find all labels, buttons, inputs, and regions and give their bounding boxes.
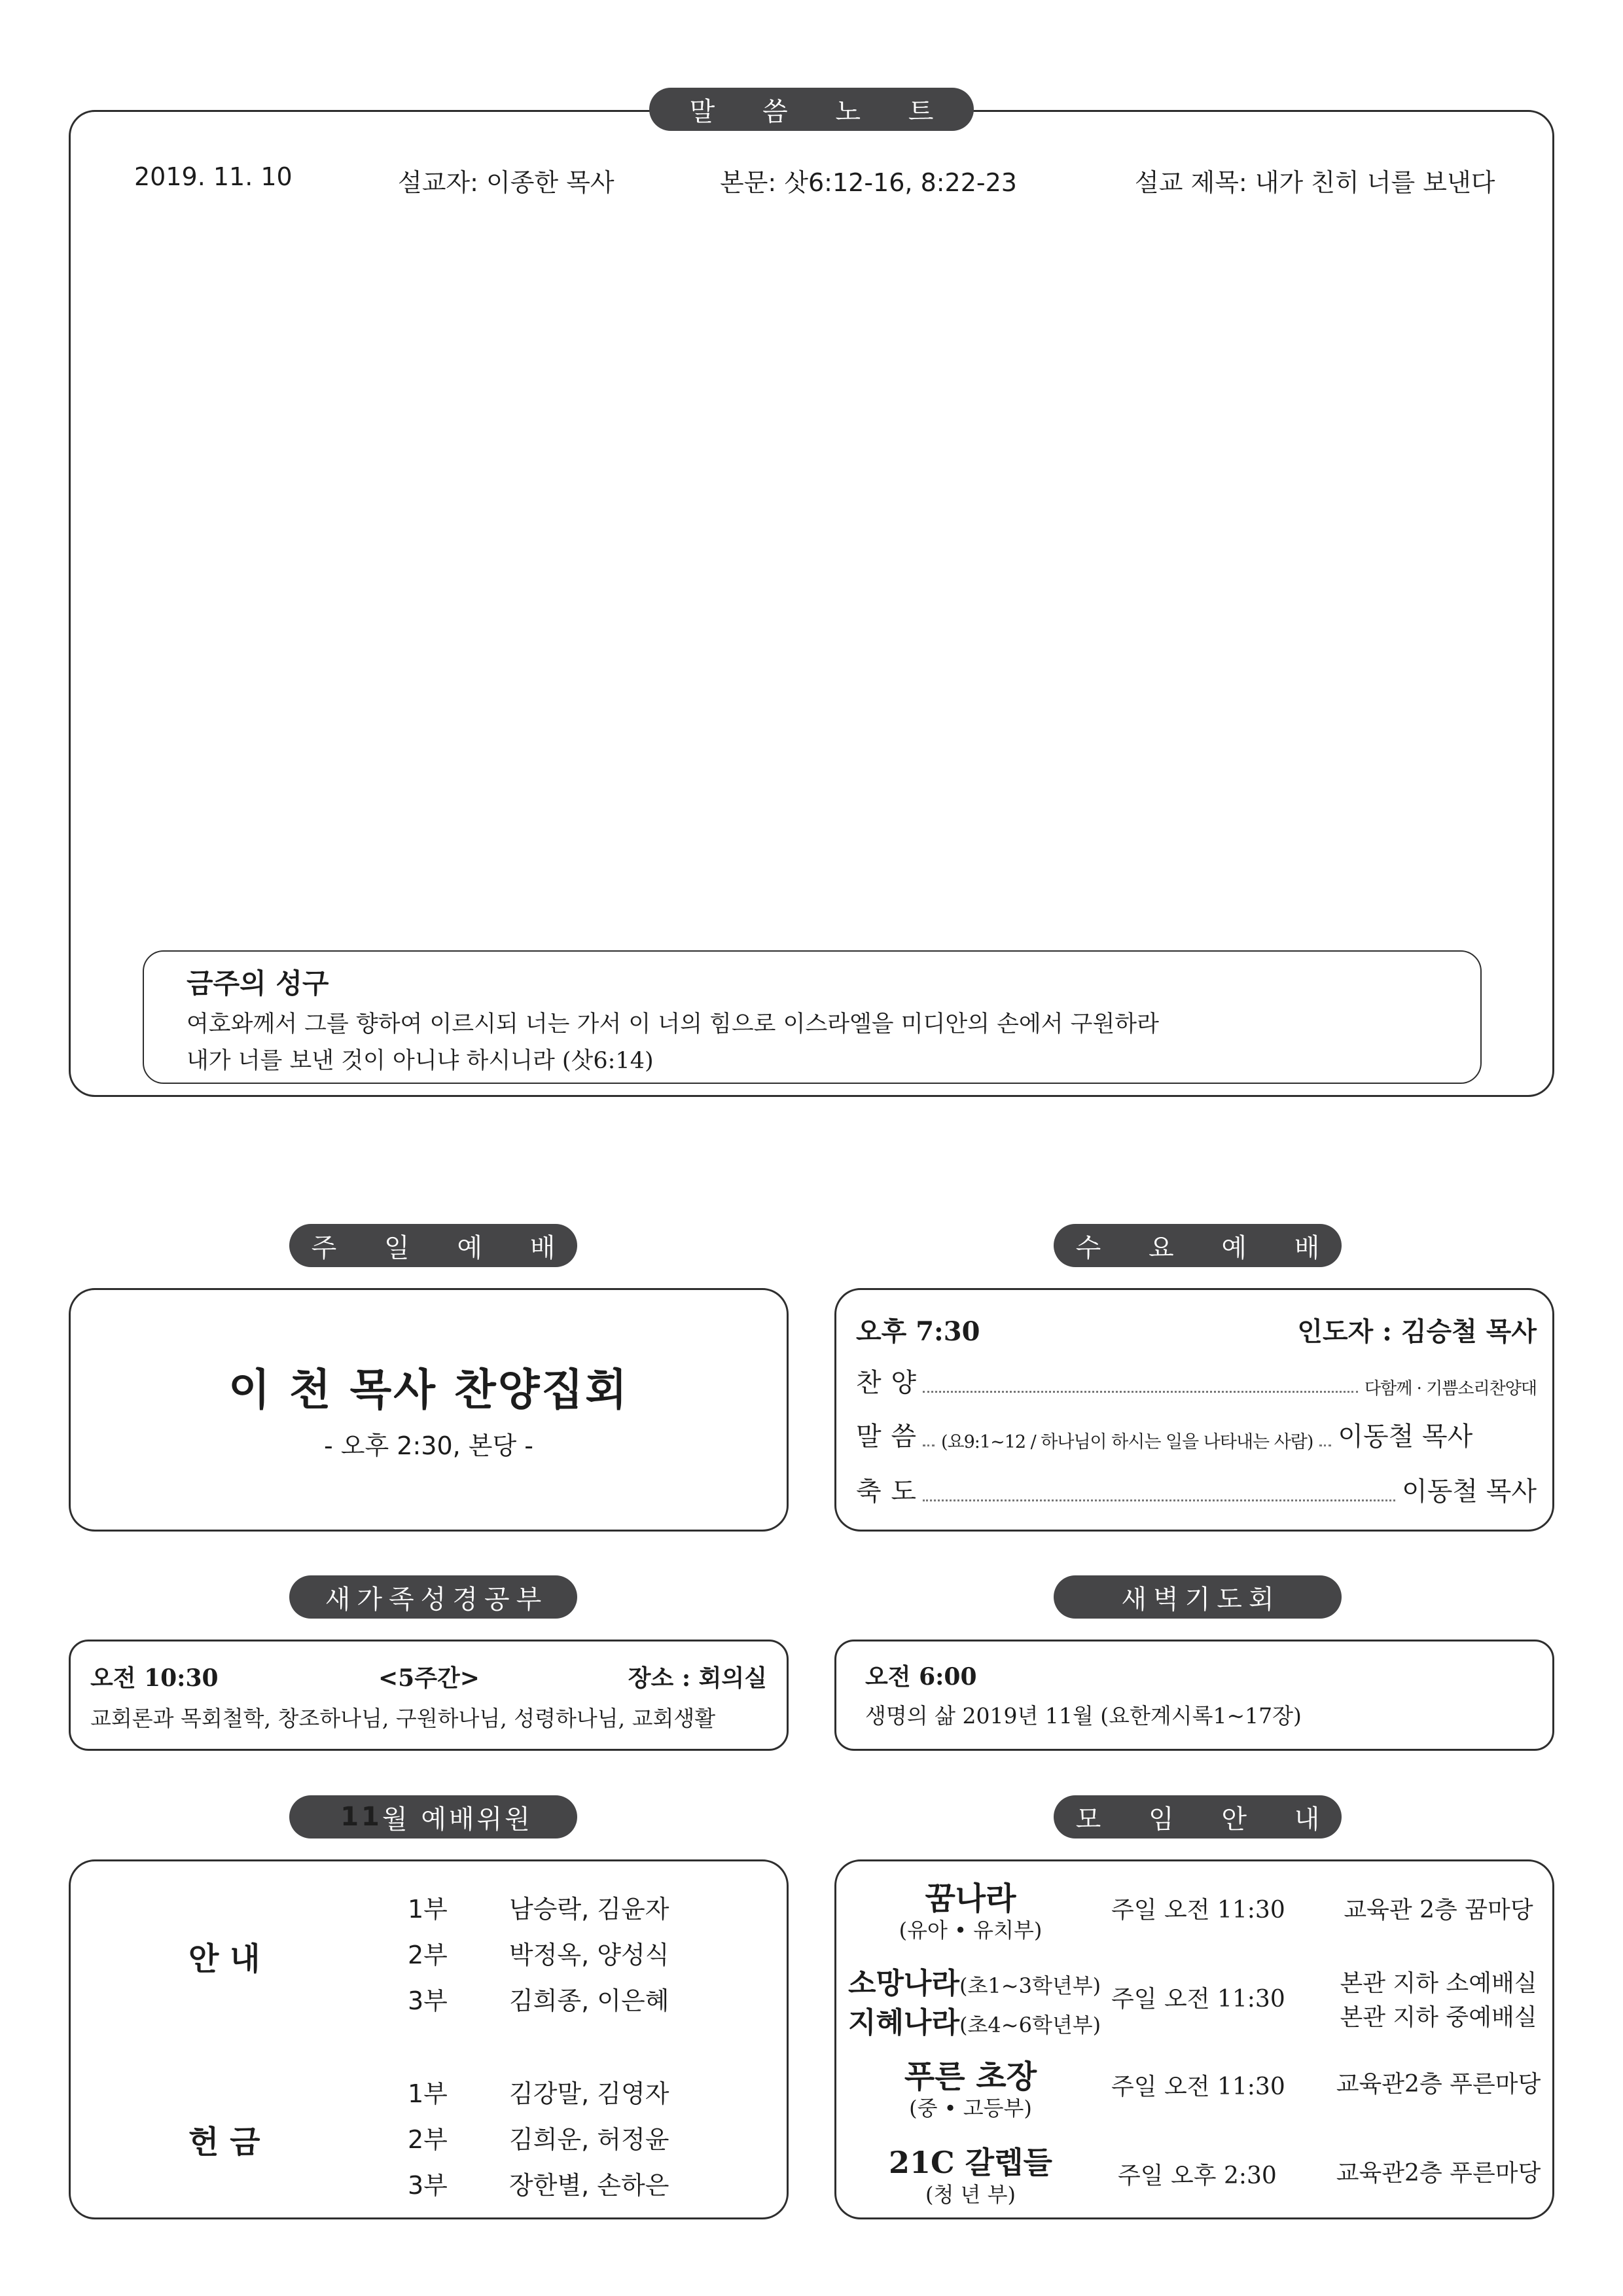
weekly-verse-line1: 여호와께서 그를 향하여 이르시되 너는 가서 이 너의 힘으로 이스라엘을 미디안의 손에서 구원하라 (187, 1011, 1159, 1037)
label-char: 말 (856, 1422, 882, 1452)
volunteer-part: 3부 (408, 2171, 448, 2200)
dot-leader (923, 1444, 935, 1446)
dawn-prayer-header (1054, 1575, 1342, 1619)
meeting-time: 주일 오전 11:30 (1111, 2073, 1285, 2100)
meeting-sub: (중 • 고등부) (909, 2096, 1032, 2121)
volunteer-part: 2부 (408, 2125, 448, 2154)
meeting-place: 본관 지하 중예배실 (1340, 2004, 1537, 2031)
wednesday-item-value: 이동철 목사 (1338, 1422, 1473, 1452)
family-study-place: 장소 : 회의실 (628, 1664, 767, 1692)
wednesday-service-box (834, 1288, 1554, 1532)
family-study-weeks: <5주간> (378, 1664, 480, 1692)
meeting-sub: (초1~3학년부) (959, 1973, 1101, 1998)
family-study-header (289, 1575, 577, 1619)
dot-leader (923, 1499, 1395, 1501)
sermon-note-header (649, 88, 974, 131)
volunteer-names: 박정옥, 양성식 (509, 1941, 669, 1969)
meeting-place: 교육관2층 푸른마당 (1336, 2071, 1541, 2098)
meetings-box (834, 1859, 1554, 2219)
volunteer-names: 장한별, 손하은 (509, 2171, 669, 2200)
meeting-time: 주일 오전 11:30 (1111, 1986, 1285, 2013)
meetings-title: 모 임 안 내 (1075, 1804, 1340, 1835)
volunteer-part: 2부 (408, 1941, 448, 1969)
wednesday-time: 오후 7:30 (856, 1316, 980, 1347)
family-study-title: 새가족성경공부 (325, 1584, 548, 1615)
volunteer-names: 김희운, 허정윤 (509, 2125, 669, 2154)
family-study-topics: 교회론과 목회철학, 창조하나님, 구원하나님, 성령하나님, 교회생활 (90, 1706, 716, 1731)
sunday-event-sub: - 오후 2:30, 본당 - (324, 1431, 533, 1460)
meeting-name: 소망나라 (848, 1967, 960, 2000)
meeting-place: 교육관 2층 꿈마당 (1344, 1897, 1533, 1924)
family-study-box (69, 1640, 789, 1751)
volunteers-header (289, 1795, 577, 1839)
meeting-name: 21C 갈렙들 (889, 2145, 1052, 2180)
weekly-verse-line2: 내가 너를 보낸 것이 아니냐 하시니라 (삿6:14) (187, 1048, 654, 1074)
volunteer-names: 김희종, 이은혜 (509, 1986, 669, 2015)
volunteer-role-usher: 안 내 (188, 1941, 260, 1977)
wednesday-item-label (856, 1416, 916, 1453)
volunteer-part: 1부 (408, 2079, 448, 2108)
label-char: 씀 (891, 1422, 916, 1452)
volunteers-title: 월 예배위원 (382, 1804, 533, 1835)
wednesday-item-benediction (856, 1471, 1537, 1508)
sermon-note-title: 말 씀 노 트 (689, 96, 954, 127)
wednesday-item-value: 다함께 · 기쁨소리찬양대 (1364, 1379, 1537, 1399)
label-char: 찬 (856, 1368, 882, 1398)
meeting-time: 주일 오전 11:30 (1111, 1897, 1285, 1924)
volunteer-part: 3부 (408, 1986, 448, 2015)
wednesday-item-sermon (856, 1416, 1537, 1453)
meeting-place: 교육관2층 푸른마당 (1336, 2160, 1541, 2187)
dawn-prayer-time: 오전 6:00 (865, 1663, 977, 1691)
sunday-service-header (289, 1224, 577, 1267)
sermon-date: 2019. 11. 10 (134, 162, 293, 191)
label-char: 축 (856, 1477, 882, 1507)
wednesday-leader: 인도자 : 김승철 목사 (1297, 1316, 1537, 1347)
wednesday-item-detail: (요9:1~12 / 하나님이 하시는 일을 나타내는 사람) (941, 1432, 1313, 1452)
meeting-name: 푸른 초장 (904, 2058, 1037, 2095)
weekly-verse-heading: 금주의 성구 (187, 967, 329, 999)
sermon-preacher: 설교자: 이종한 목사 (398, 168, 615, 197)
meeting-time: 주일 오후 2:30 (1118, 2162, 1277, 2189)
volunteer-names: 김강말, 김영자 (509, 2079, 669, 2108)
meeting-name-line (848, 1999, 1101, 2041)
meeting-name: 지혜나라 (848, 2006, 960, 2039)
wednesday-item-praise (856, 1362, 1537, 1399)
wednesday-service-header (1054, 1224, 1342, 1267)
wednesday-item-label (856, 1471, 916, 1508)
meeting-name-line (848, 1960, 1101, 2001)
meeting-sub: (초4~6학년부) (959, 2013, 1101, 2037)
dawn-prayer-title: 새벽기도회 (1121, 1584, 1281, 1615)
wednesday-item-value: 이동철 목사 (1402, 1477, 1537, 1507)
volunteer-role-offering: 헌 금 (188, 2124, 260, 2161)
family-study-time: 오전 10:30 (90, 1664, 219, 1692)
volunteers-box (69, 1859, 789, 2219)
dawn-prayer-box (834, 1640, 1554, 1751)
sunday-service-title: 주 일 예 배 (311, 1232, 575, 1263)
volunteers-month: 11 (340, 1802, 382, 1832)
volunteer-names: 남승락, 김윤자 (509, 1895, 669, 1924)
label-char: 도 (891, 1477, 916, 1507)
sermon-note-box (69, 110, 1554, 1097)
wednesday-item-label (856, 1362, 916, 1399)
wednesday-service-title: 수 요 예 배 (1075, 1232, 1340, 1263)
dawn-prayer-desc: 생명의 삶 2019년 11월 (요한계시록1~17장) (865, 1703, 1302, 1729)
label-char: 양 (891, 1368, 916, 1398)
meetings-header (1054, 1795, 1342, 1839)
sermon-text: 본문: 삿6:12-16, 8:22-23 (720, 168, 1017, 197)
volunteer-part: 1부 (408, 1895, 448, 1924)
meeting-sub: (청 년 부) (925, 2182, 1016, 2207)
sermon-title: 설교 제목: 내가 친히 너를 보낸다 (1135, 168, 1495, 197)
meeting-place: 본관 지하 소예배실 (1340, 1970, 1537, 1997)
meeting-name: 꿈나라 (925, 1880, 1016, 1917)
dot-leader (923, 1391, 1358, 1393)
meeting-sub: (유아 • 유치부) (899, 1918, 1043, 1943)
dot-leader (1319, 1444, 1331, 1446)
sunday-event-title: 이 천 목사 찬양집회 (228, 1364, 629, 1415)
